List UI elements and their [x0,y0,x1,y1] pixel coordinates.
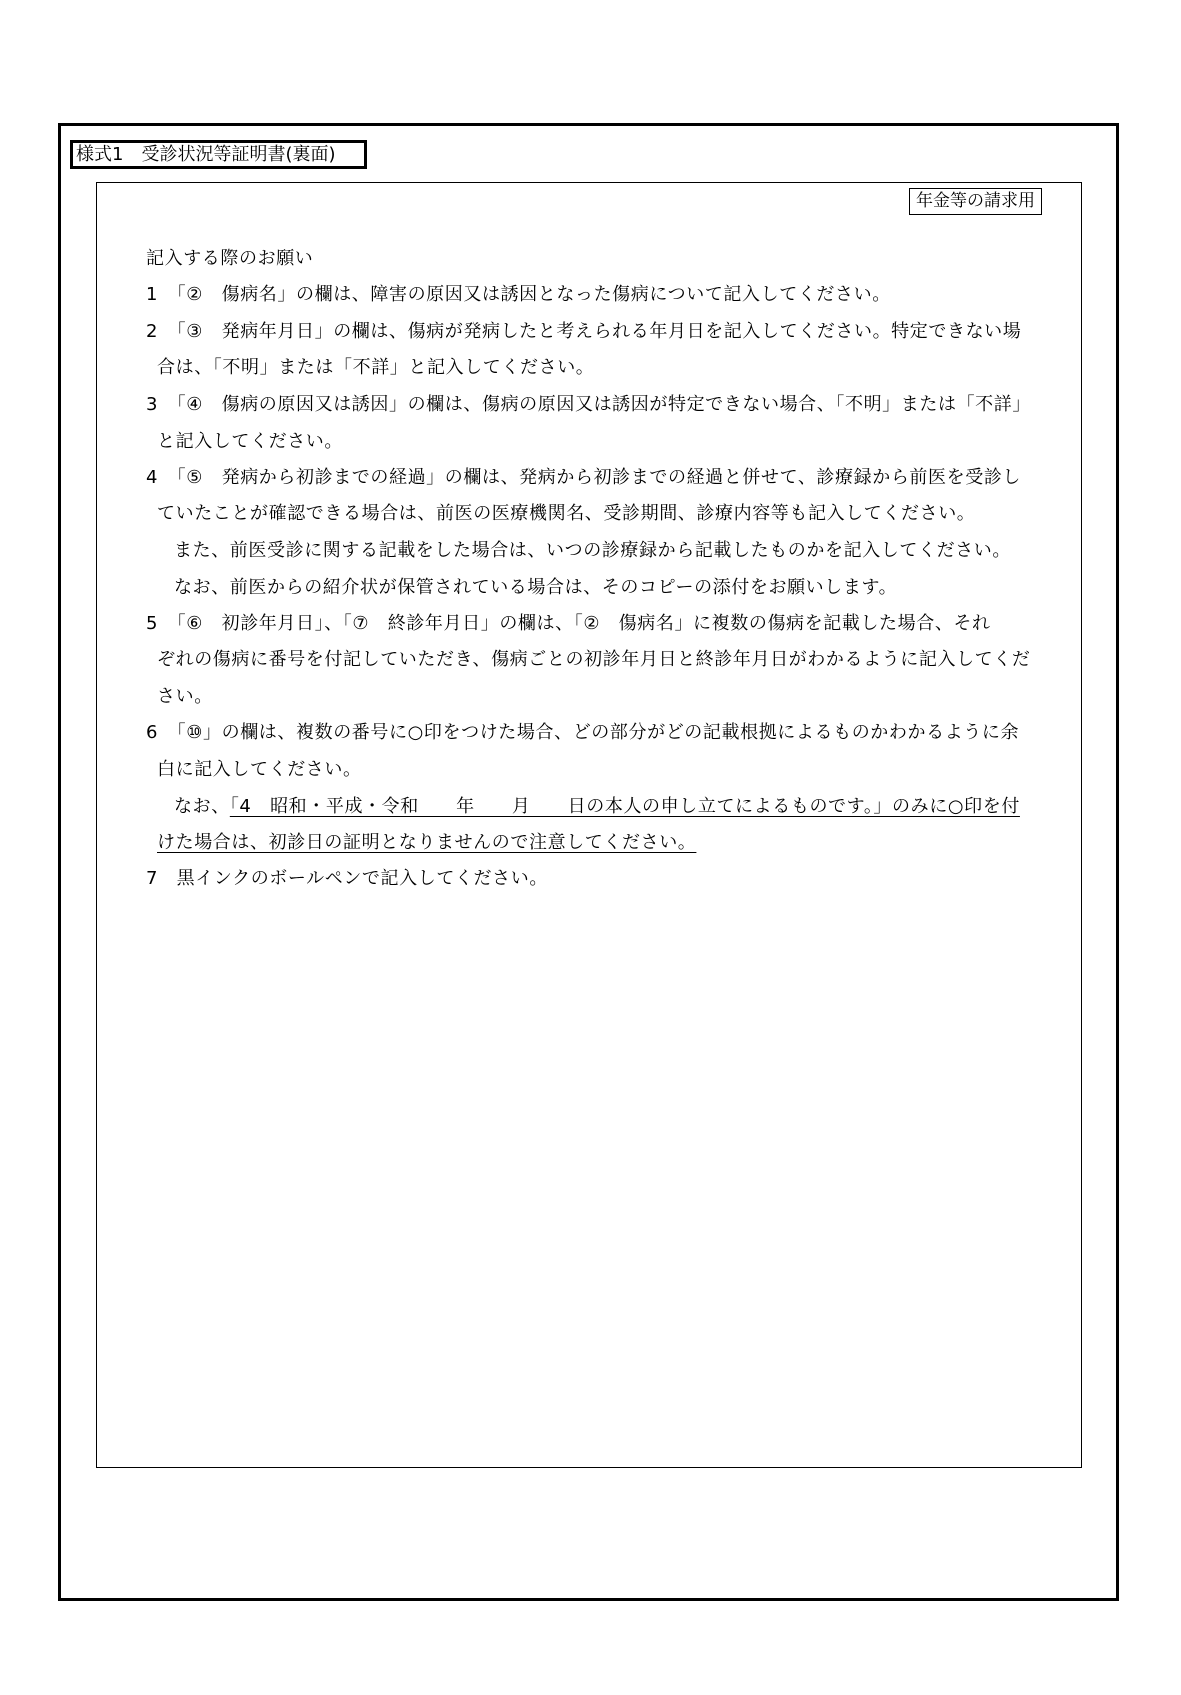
instruction-line: ぞれの傷病に番号を付記していただき、傷病ごとの初診年月日と終診年月日がわかるように記入してくだ [157,649,1031,670]
instruction-line: ていたことが確認できる場合は、前医の医療機関名、受診期間、診療内容等も記入してください。 [157,503,976,524]
instruction-line: また、前医受診に関する記載をした場合は、いつの診療録から記載したものかを記入してください。 [174,540,1011,561]
note-line [174,796,1020,818]
note-prefix: なお、 [174,796,230,817]
instruction-line: 1 「② 傷病名」の欄は、障害の原因又は誘因となった傷病について記入してください。 [146,284,891,305]
instruction-line: 3 「④ 傷病の原因又は誘因」の欄は、傷病の原因又は誘因が特定できない場合、「不明」または「不詳」 [146,394,1031,415]
instruction-line: 2 「③ 発病年月日」の欄は、傷病が発病したと考えられる年月日を記入してください。特定できない場 [146,321,1022,342]
instructions-heading: 記入する際のお願い [146,248,314,269]
form-title: 様式1 受診状況等証明書(裏面) [70,140,367,169]
instruction-line: と記入してください。 [157,431,343,452]
instruction-line: なお、前医からの紹介状が保管されている場合は、そのコピーの添付をお願いします。 [174,577,898,598]
instruction-line: 4 「⑤ 発病から初診までの経過」の欄は、発病から初診までの経過と併せて、診療録から前医を受診し [146,467,1022,488]
usage-label: 年金等の請求用 [909,188,1042,215]
instruction-line: 7 黒インクのボールペンで記入してください。 [146,868,548,889]
instruction-line: 5 「⑥ 初診年月日」、「⑦ 終診年月日」の欄は、「② 傷病名」に複数の傷病を記載した場合、それ [146,613,991,634]
note-underlined: けた場合は、初診日の証明となりませんので注意してください。 [157,832,697,853]
instruction-line: 合は、「不明」または「不詳」と記入してください。 [157,357,595,378]
instruction-line: さい。 [157,686,213,707]
instruction-line: 白に記入してください。 [157,759,362,780]
note-underlined: 「4 昭和・平成・令和 年 月 日の本人の申し立てによるものです。」のみに○印を付 [229,796,1020,817]
instruction-line: 6 「⑩」の欄は、複数の番号に○印をつけた場合、どの部分がどの記載根拠によるものかわかるように余 [146,722,1020,743]
